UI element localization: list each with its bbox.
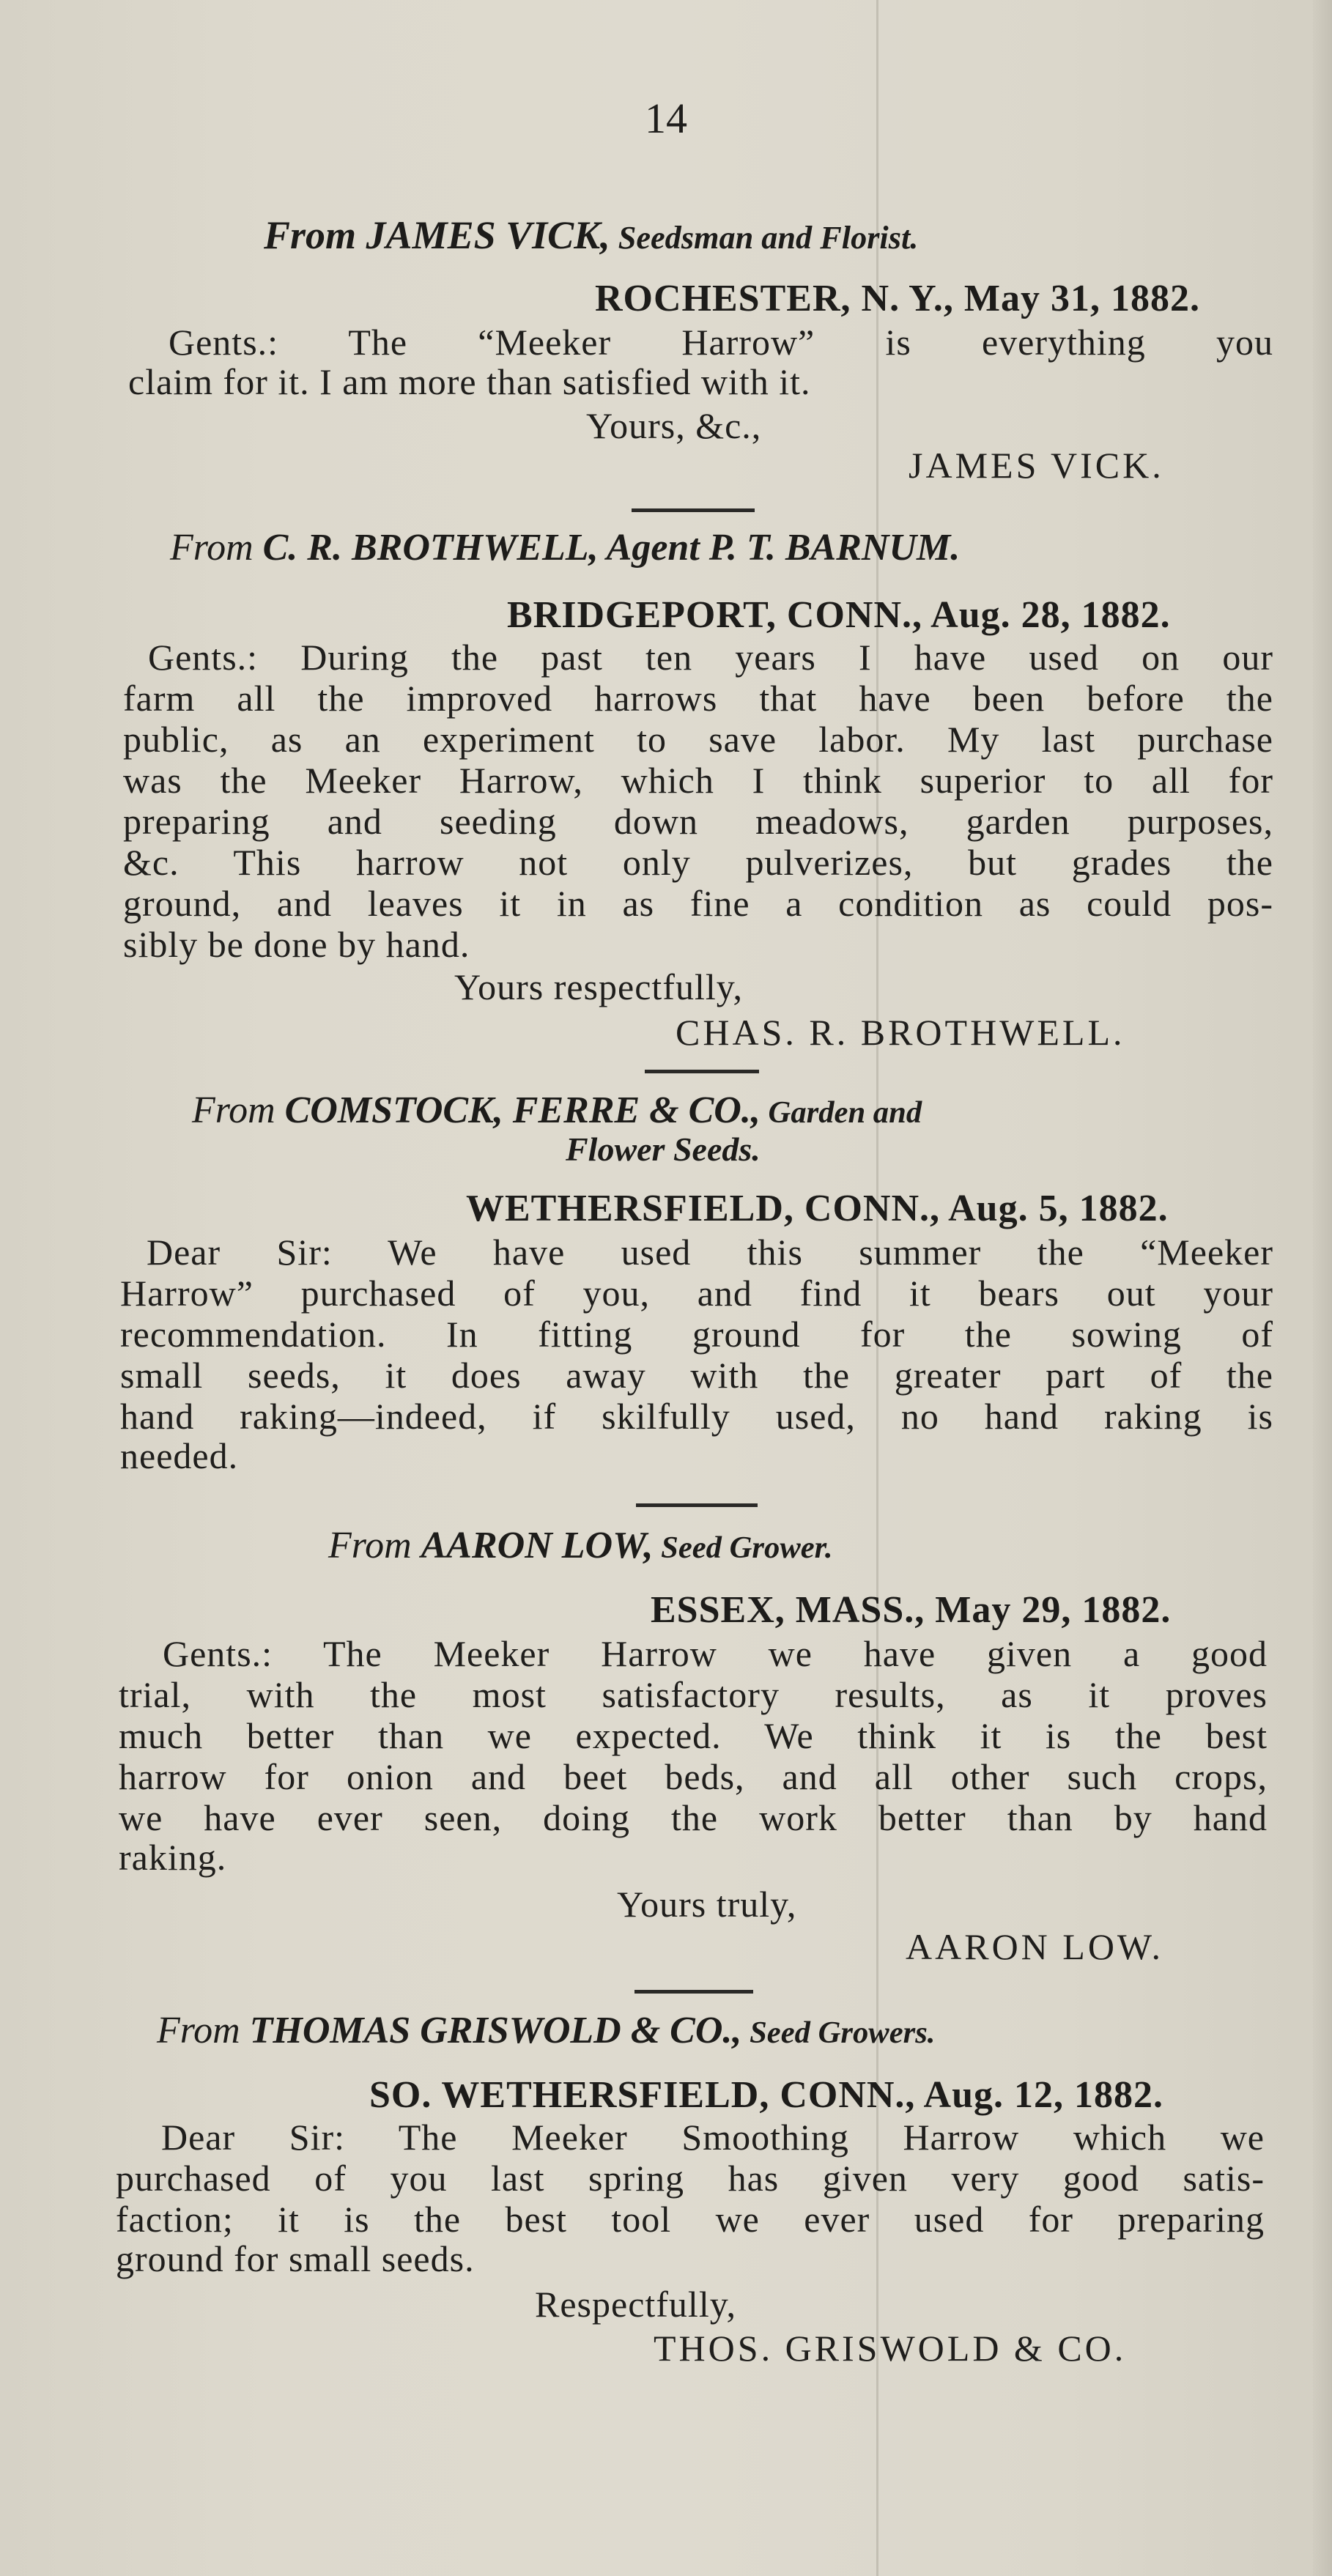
letter-body-line: claim for it. I am more than satisfied with it. [128, 361, 811, 402]
letter-body-line: needed. [120, 1435, 239, 1476]
letter-body-line: Harrow” purchased of you, and find it bears out your [120, 1273, 1273, 1314]
letter-body-line: was the Meeker Harrow, which I think superior to all for [123, 760, 1273, 801]
letter-body-line: sibly be done by hand. [123, 924, 470, 965]
letter-body-line: Dear Sir: The Meeker Smoothing Harrow which we [161, 2117, 1265, 2158]
letter-body-line: faction; it is the best tool we ever used for preparing [116, 2199, 1265, 2240]
letter-body-line: farm all the improved harrows that have been before the [123, 678, 1273, 719]
section-divider [645, 1070, 759, 1073]
letter-body-line: recommendation. In fitting ground for the sowing of [120, 1314, 1273, 1355]
letter-dateline: WETHERSFIELD, CONN., Aug. 5, 1882. [466, 1188, 1169, 1229]
letter-body-line: &c. This harrow not only pulverizes, but grades the [123, 842, 1273, 883]
letter-body-line: raking. [119, 1837, 227, 1878]
letter-body-line: preparing and seeding down meadows, garden purposes, [123, 801, 1273, 842]
letter-closing: Yours respectfully, [454, 966, 743, 1007]
page-number: 14 [645, 95, 687, 142]
letter-heading: From JAMES VICK, Seedsman and Florist. [264, 213, 919, 257]
letter-dateline: ROCHESTER, N. Y., May 31, 1882. [595, 278, 1201, 319]
letter-body-line: Gents.: The Meeker Harrow we have given a good [163, 1633, 1268, 1674]
letter-body-line: Gents.: During the past ten years I have used on our [148, 637, 1273, 678]
section-divider [636, 1503, 758, 1507]
letter-body-line: small seeds, it does away with the greater part of the [120, 1355, 1273, 1396]
letter-heading: From COMSTOCK, FERRE & CO., Garden and [192, 1089, 922, 1131]
letter-heading: From THOMAS GRISWOLD & CO., Seed Growers. [157, 2010, 936, 2051]
letter-closing: Yours truly, [617, 1884, 797, 1925]
section-divider [632, 508, 755, 512]
letter-dateline: ESSEX, MASS., May 29, 1882. [651, 1589, 1172, 1631]
letter-body-line: Dear Sir: We have used this summer the “Meeker [147, 1232, 1273, 1273]
letter-body-line: ground, and leaves it in as fine a condition as could pos- [123, 883, 1273, 924]
letter-heading: From AARON LOW, Seed Grower. [328, 1525, 833, 1566]
letter-heading: From C. R. BROTHWELL, Agent P. T. BARNUM. [170, 527, 961, 569]
letter-signature: THOS. GRISWOLD & CO. [654, 2328, 1127, 2369]
letter-closing: Respectfully, [535, 2284, 736, 2325]
letter-body-line: public, as an experiment to save labor. My last purchase [123, 719, 1273, 760]
letter-body-line: purchased of you last spring has given very good satis- [116, 2158, 1265, 2199]
letter-body-line: trial, with the most satisfactory results, as it proves [119, 1674, 1268, 1715]
letter-body-line: we have ever seen, doing the work better than by hand [119, 1797, 1268, 1838]
letter-dateline: SO. WETHERSFIELD, CONN., Aug. 12, 1882. [369, 2074, 1164, 2116]
letter-signature: CHAS. R. BROTHWELL. [676, 1012, 1125, 1053]
letter-body-line: much better than we expected. We think it is the best [119, 1715, 1268, 1756]
letter-body-line: ground for small seeds. [116, 2238, 475, 2279]
letter-dateline: BRIDGEPORT, CONN., Aug. 28, 1882. [507, 594, 1171, 636]
letter-body-line: Gents.: The “Meeker Harrow” is everything you [169, 322, 1273, 363]
letter-signature: AARON LOW. [906, 1926, 1164, 1967]
letter-closing: Yours, &c., [586, 405, 762, 446]
letter-signature: JAMES VICK. [909, 445, 1164, 486]
section-divider [634, 1990, 753, 1994]
page-edge [1313, 0, 1332, 2576]
letter-heading-continued: Flower Seeds. [566, 1130, 761, 1168]
letter-body-line: hand raking—indeed, if skilfully used, no hand raking is [120, 1396, 1273, 1437]
letter-body-line: harrow for onion and beet beds, and all other such crops, [119, 1756, 1268, 1797]
